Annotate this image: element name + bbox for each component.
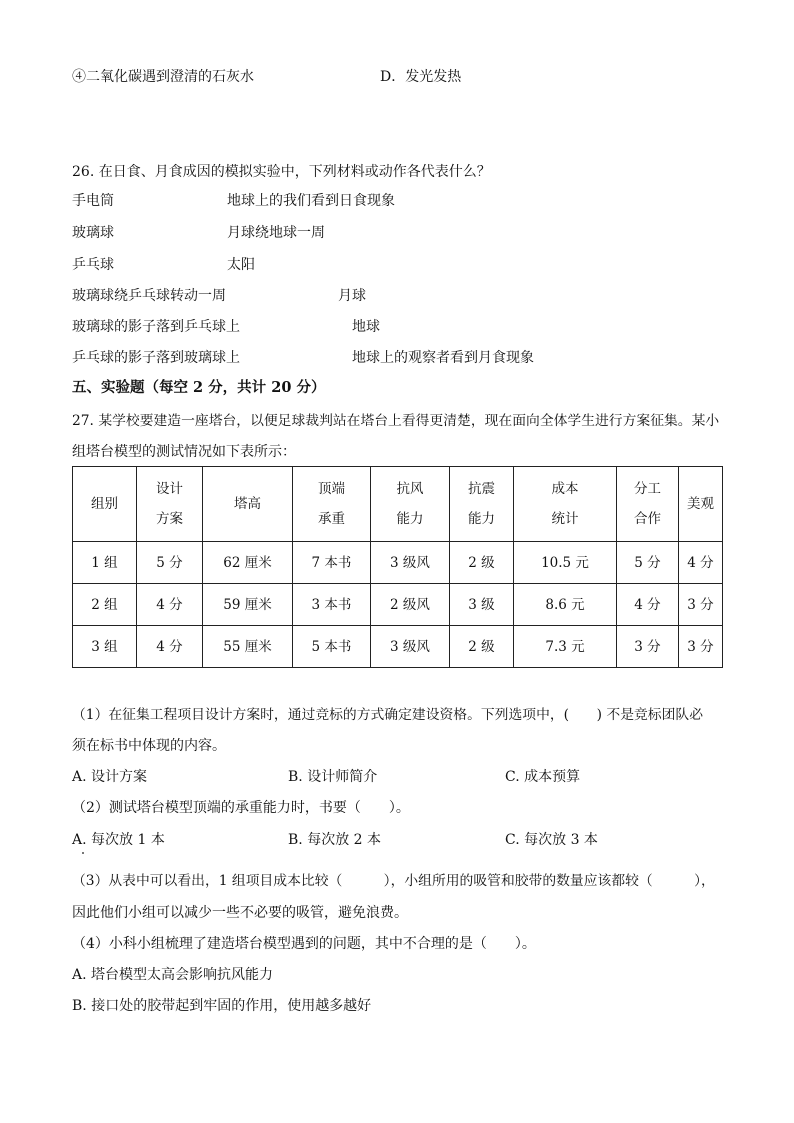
- q26-left-item: 乒乓球: [72, 257, 114, 273]
- header-cell: 抗震 能力: [450, 467, 514, 542]
- q26-title: 26. 在日食、月食成因的模拟实验中，下列材料或动作各代表什么？: [72, 164, 491, 180]
- header-cell: 组别: [73, 467, 137, 542]
- header-cell: 成本 统计: [514, 467, 617, 542]
- table-row: [73, 542, 723, 584]
- table-cell: 4 分: [137, 626, 203, 668]
- q27-sub1-option-c: C. 成本预算: [505, 769, 581, 785]
- table-row: [73, 626, 723, 668]
- q26-right-item: 月球: [338, 288, 366, 304]
- table-cell: 3 本书: [293, 584, 371, 626]
- q26-left-item: 玻璃球的影子落到乒乓球上: [72, 319, 240, 335]
- q26-right-item: 地球上的我们看到日食现象: [227, 193, 395, 209]
- table-cell: 2 级风: [371, 584, 450, 626]
- q26-left-item: 乒乓球的影子落到玻璃球上: [72, 350, 240, 366]
- q26-left-item: 手电筒: [72, 193, 114, 209]
- header-cell: 顶端 承重: [293, 467, 371, 542]
- q27-sub1-option-b: B. 设计师简介: [288, 769, 378, 785]
- header-cell: 设计 方案: [137, 467, 203, 542]
- q27-sub3-text-cont: 因此他们小组可以减少一些不必要的吸管，避免浪费。: [72, 905, 408, 921]
- table-cell: 2 级: [450, 626, 514, 668]
- header-cell: 抗风 能力: [371, 467, 450, 542]
- q27-sub2-option-c: C. 每次放 3 本: [505, 832, 598, 848]
- table-cell: 3 分: [617, 626, 679, 668]
- stray-dot: [82, 852, 84, 854]
- q27-sub1-text: （1）在征集工程项目设计方案时，通过竞标的方式确定建设资格。下列选项中，( ) 不是竞标团队必: [72, 707, 703, 723]
- table-cell: 2 级: [450, 542, 514, 584]
- table-header-row: [73, 467, 723, 542]
- q27-sub2-option-a: A. 每次放 1 本: [72, 832, 165, 848]
- table-cell: 55 厘米: [203, 626, 293, 668]
- table-cell: 59 厘米: [203, 584, 293, 626]
- table-cell: 4 分: [617, 584, 679, 626]
- q26-left-item: 玻璃球: [72, 225, 114, 241]
- q27-sub4-text: （4）小科小组梳理了建造塔台模型遇到的问题，其中不合理的是（ ）。: [72, 936, 536, 952]
- table-cell: 10.5 元: [514, 542, 617, 584]
- table-cell: 4 分: [137, 584, 203, 626]
- table-cell: 5 本书: [293, 626, 371, 668]
- section-heading: 五、实验题（每空 2 分，共计 20 分）: [72, 379, 326, 396]
- q27-sub4-option-b: B. 接口处的胶带起到牢固的作用，使用越多越好: [72, 998, 372, 1014]
- q25-option-d: D．发光发热: [380, 69, 462, 85]
- table-cell: 7 本书: [293, 542, 371, 584]
- q27-sub2-text: （2）测试塔台模型顶端的承重能力时，书要（ ）。: [72, 800, 410, 816]
- score-table: [72, 466, 723, 668]
- q26-left-item: 玻璃球绕乒乓球转动一周: [72, 288, 226, 304]
- q26-right-item: 地球: [352, 319, 380, 335]
- table-cell: 62 厘米: [203, 542, 293, 584]
- q27-intro-cont: 组塔台模型的测试情况如下表所示：: [72, 444, 296, 460]
- q27-sub1-option-a: A. 设计方案: [72, 769, 148, 785]
- table-cell: 5 分: [137, 542, 203, 584]
- header-cell: 美观: [679, 467, 723, 542]
- q25-item4: ④二氧化碳遇到澄清的石灰水: [72, 69, 254, 85]
- header-cell: 塔高: [203, 467, 293, 542]
- q26-right-item: 地球上的观察者看到月食现象: [352, 350, 534, 366]
- table-cell: 3 分: [679, 584, 723, 626]
- table-cell: 3 级风: [371, 626, 450, 668]
- q27-sub2-option-b: B. 每次放 2 本: [288, 832, 381, 848]
- table-row: [73, 584, 723, 626]
- table-cell: 7.3 元: [514, 626, 617, 668]
- table-cell: 3 分: [679, 626, 723, 668]
- table-cell: 8.6 元: [514, 584, 617, 626]
- q27-sub4-option-a: A. 塔台模型太高会影响抗风能力: [72, 967, 274, 983]
- table-cell: 1 组: [73, 542, 137, 584]
- table-cell: 2 组: [73, 584, 137, 626]
- table-cell: 5 分: [617, 542, 679, 584]
- table-cell: 4 分: [679, 542, 723, 584]
- q27-sub3-text: （3）从表中可以看出，1 组项目成本比较（ ），小组所用的吸管和胶带的数量应该都较（ ），: [72, 873, 715, 889]
- table-cell: 3 级风: [371, 542, 450, 584]
- table-cell: 3 组: [73, 626, 137, 668]
- header-cell: 分工 合作: [617, 467, 679, 542]
- q27-sub1-text-cont: 须在标书中体现的内容。: [72, 738, 226, 754]
- q27-intro: 27. 某学校要建造一座塔台，以便足球裁判站在塔台上看得更清楚，现在面向全体学生进行方案征集。某小: [72, 413, 720, 429]
- table-cell: 3 级: [450, 584, 514, 626]
- q26-right-item: 月球绕地球一周: [227, 225, 325, 241]
- q26-right-item: 太阳: [227, 257, 255, 273]
